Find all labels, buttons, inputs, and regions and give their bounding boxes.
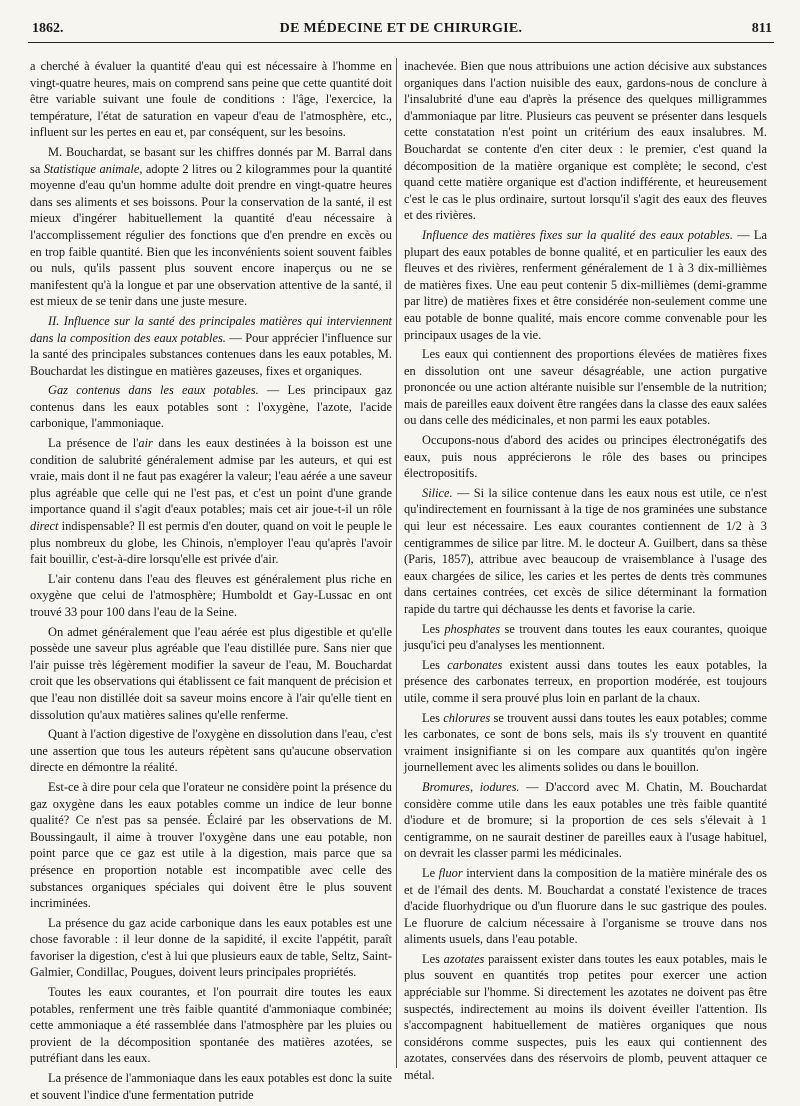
paragraph: On admet généralement que l'eau aérée est plus digestible et qu'elle possède une saveur plus agréable que l'eau distillée pure. Sans nier que l'air puisse très légèrement modifier la saveur de l'eau, M. Bouchardat croit que les observations qui établissent ce fait manquent de précision et que l'eau non distillée doit sa saveur moins encore à l'air qu'elle tient en dissolution qu'aux matières salines qu'elle renferme.: [30, 624, 392, 722]
paragraph: inachevée. Bien que nous attribuions une action décisive aux substances organiques dans l'action nuisible des eaux, gardons-nous de conclure à l'insalubrité d'une eau d'après la présence des quelques milligrammes d'ammoniaque par litre. Plusieurs cas peuvent se présenter dans lesquels cette constatation n'est point un critérium des eaux insalubres. M. Bouchardat se contente d'en citer deux : le premier, c'est quand la décomposition de la matière organique est complète; le second, c'est quand cette matière organique est d'action indifférente, et heureusement c'est le cas le plus ordinaire, surtout lorsqu'il s'agit des eaux des fleuves et des rivières.: [404, 59, 767, 223]
running-header: [28, 18, 774, 43]
section-heading-paragraph: Bromures, iodures. — D'accord avec M. Chatin, M. Bouchardat considère comme utile dans les eaux potables une très faible quantité d'iodure et de bromure; si la proportion de ces sels s'élevait à 1 centigramme, on ne saurait destiner de pareilles eaux à l'usage habituel, on devrait les classer parmi les médicinales.: [404, 779, 767, 861]
paragraph: Les azotates paraissent exister dans toutes les eaux potables, mais le plus souvent en quantités trop petites pour exercer une action appréciable sur l'homme. Si directement les azotates ne doivent pas être suspectés, indirectement au moins ils doivent éveiller l'attention. Ils s'accompagnent habituellement de matières organiques que nous considérons comme suspectes, puis les eaux qui contiennent des azotates, conservées dans des réservoirs de plomb, peuvent attaquer ce métal.: [404, 951, 767, 1083]
paragraph: Les chlorures se trouvent aussi dans toutes les eaux potables; comme les carbonates, ce sont de bons sels, mais ils s'y trouvent en quantité vraiment insignifiante si on les compare aux quantités qu'on ingère journellement avec les aliments solides ou dans le bouillon.: [404, 710, 767, 775]
left-column: [30, 58, 392, 1106]
paragraph: Quant à l'action digestive de l'oxygène en dissolution dans l'eau, c'est une assertion que tous les auteurs répètent sans qu'aucune observation directe en démontre la réalité.: [30, 727, 392, 775]
paragraph: M. Bouchardat, se basant sur les chiffres donnés par M. Barral dans sa Statistique animale, adopte 2 litres ou 2 kilogrammes pour la quantité moyenne d'eau qu'un homme adulte doit prendre en vingt-quatre heures dans ses aliments et ses boissons. Pour la conservation de la santé, il est mieux d'ingérer habituellement la quantité d'eau nécessaire à l'accomplissement régulier des fonctions que d'en prendre en excès ou en trop faible quantité. Bien que les inconvénients soient souvent faibles ou nuls, qu'ils passent plus souvent encore inaperçus ou ne se manifestent qu'à la longue et par une observation attentive de la santé, il est mieux de se tenir dans une juste mesure.: [30, 144, 392, 309]
paragraph: a cherché à évaluer la quantité d'eau qui est nécessaire à l'homme en vingt-quatre heures, mais on comprend sans peine que cette quantité doit être variable suivant une foule de conditions : l'âge, l'exercice, la température, l'état de saturation en vapeur d'eau de l'atmosphère, etc., influent sur les pertes en eau et, par conséquent, sur les besoins.: [30, 59, 392, 140]
right-column: [404, 58, 767, 1087]
section-heading-paragraph: Influence des matières fixes sur la qualité des eaux potables. — La plupart des eaux potables de bonne qualité, et en particulier les eaux des fleuves et des rivières, renferment généralement de 1 à 3 dix-millièmes de matières fixes. Une eau peut contenir 5 dix-millièmes (demi-gramme par litre) de matières fixes et être considérée non-seulement comme une eau potable de bonne qualité, mais encore comme convenable pour les principaux usages de la vie.: [404, 227, 767, 342]
section-heading-paragraph: Silice. — Si la silice contenue dans les eaux nous est utile, ce n'est qu'indirectement en fournissant à la tige de nos graminées une substance qui leur est nécessaire. Les eaux courantes contiennent de 1/2 à 3 centigrammes de silice par litre. M. le docteur A. Guilbert, dans sa thèse (Paris, 1857), attribue avec beaucoup de vraisemblance à l'usage des eaux chargées de silice, les caries et les pertes de dents très communes dans certaines contrées, cet excès de silice déterminant la formation rapide du tartre qui déchausse les dents et favorise la carie.: [404, 485, 767, 616]
paragraph: L'air contenu dans l'eau des fleuves est généralement plus riche en oxygène que celui de l'atmosphère; Humboldt et Gay-Lussac en ont trouvé 33 pour 100 dans l'eau de la Seine.: [30, 571, 392, 619]
section-heading-paragraph: Gaz contenus dans les eaux potables. — Les principaux gaz contenus dans les eaux potables sont : l'oxygène, l'azote, l'acide carbonique, l'ammoniaque.: [30, 383, 392, 431]
page-number: 811: [751, 21, 772, 36]
paragraph: Est-ce à dire pour cela que l'orateur ne considère point la présence du gaz oxygène dans les eaux potables comme un indice de leur bonne qualité? Ce n'est pas sa pensée. Éclairé par les observations de M. Boussingault, il aime à trouver l'oxygène dans une eau potable, non point parce que ce gaz est utile à la digestion, mais parce que sa présence en proportion notable est incompatible avec celle des substances organiques spéciales qui doivent être le plus souvent incriminées.: [30, 779, 392, 911]
header-year: 1862.: [32, 21, 64, 36]
header-title: DE MÉDECINE ET DE CHIRURGIE.: [279, 21, 523, 36]
paragraph: Toutes les eaux courantes, et l'on pourrait dire toutes les eaux potables, renferment une très faible quantité d'ammoniaque combinée; cette ammoniaque a été rassemblée dans l'atmosphère par les pluies ou provient de la décomposition spontanée des matières azotées, se putréfiant dans les eaux.: [30, 985, 392, 1066]
paragraph: Le fluor intervient dans la composition de la matière minérale des os et de l'émail des dents. M. Bouchardat a constaté l'existence de traces d'acide fluorhydrique ou d'un fluorure dans le suc gastrique des poules. Le fluorure de calcium nécessaire à l'organisme se trouve dans nos aliments usuels, dans l'eau potable.: [404, 865, 767, 947]
paragraph: Occupons-nous d'abord des acides ou principes électronégatifs des eaux, puis nous apprécierons le rôle des bases ou principes électropositifs.: [404, 433, 767, 481]
paragraph: Les carbonates existent aussi dans toutes les eaux potables, la présence des carbonates terreux, en proportion modérée, est toujours utile, comme il sera prouvé plus loin en parlant de la chaux.: [404, 657, 767, 705]
paragraph: La présence de l'air dans les eaux destinées à la boisson est une condition de salubrité généralement admise par les auteurs, et qui est vraie, mais dont il ne faut pas exagérer la valeur; l'eau aérée a une saveur plus agréable que celle qui ne l'est pas, et c'est un point d'une grande importance quand il s'agit d'eaux potables; mais cet air joue-t-il un rôle direct indispensable? Il est permis d'en douter, quand on voit le peuple le plus nombreux du globe, les Chinois, n'employer l'eau qu'après l'avoir fait bouillir, c'est-à-dire lorsqu'elle est privée d'air.: [30, 436, 392, 567]
paragraph: La présence du gaz acide carbonique dans les eaux potables est une chose favorable : il leur donne de la sapidité, il excite l'appétit, paraît favoriser la digestion, c'est à lui que plusieurs eaux de table, Seltz, Saint-Galmier, Condillac, Pougues, doivent leurs principales propriétés.: [30, 915, 392, 980]
column-divider: [396, 58, 397, 1068]
paragraph: La présence de l'ammoniaque dans les eaux potables est donc la suite et souvent l'indice d'une fermentation putride: [30, 1071, 392, 1102]
paragraph: Les phosphates se trouvent dans toutes les eaux courantes, quoique jusqu'ici peu d'analyses les mentionnent.: [404, 621, 767, 653]
paragraph: Les eaux qui contiennent des proportions élevées de matières fixes en dissolution ont une saveur désagréable, une action purgative prononcée ou une action altérante nuisible sur l'ensemble de la nutrition; mais de pareilles eaux doivent être rangées dans la classe des eaux salées ou dans celle des médicinales, et non parmi les eaux potables.: [404, 347, 767, 428]
section-heading-paragraph: II. Influence sur la santé des principales matières qui interviennent dans la composition des eaux potables. — Pour apprécier l'influence sur la santé des principales substances contenues dans les eaux potables, M. Bouchardat les distingue en matières gazeuses, fixes et organiques.: [30, 313, 392, 378]
